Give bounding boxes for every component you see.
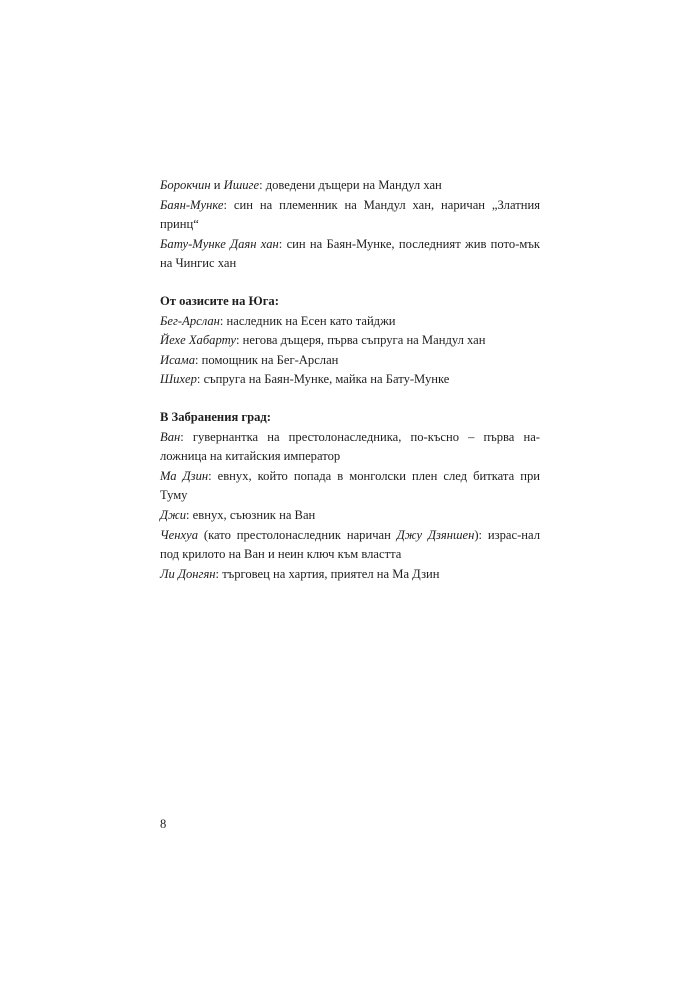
character-entry — [160, 467, 540, 506]
character-name: Йехе Хабарту — [160, 333, 236, 348]
character-name: Исама — [160, 352, 195, 367]
character-description: : доведени дъщери на Мандул хан — [259, 178, 442, 192]
character-entry — [160, 506, 540, 526]
character-name: Бату-Мунке Даян хан — [160, 236, 279, 251]
character-description: : евнух, съюзник на Ван — [186, 507, 316, 522]
character-name: Джи — [160, 507, 187, 522]
character-entry — [160, 331, 540, 351]
section-heading: В Забранения град: — [160, 409, 271, 424]
character-entry — [160, 428, 540, 467]
character-description: : съпруга на Баян-Мунке, майка на Бату-Мунке — [196, 372, 450, 387]
character-entry-bayan-munke — [160, 196, 540, 235]
character-entry-batu-munke — [160, 235, 540, 274]
character-alias: Джу Дзяншен — [396, 527, 475, 542]
character-description: : гувернантка на престолонаследника, по-късно – първа на-ложница на китайския император — [160, 429, 540, 464]
character-name: Ишиге — [223, 178, 260, 192]
character-description: : негова дъщеря, първа съпруга на Мандул хан — [235, 333, 486, 348]
character-name: Баян-Мунке — [160, 197, 224, 212]
character-description: : наследник на Есен като тайджи — [219, 313, 396, 328]
section-south-oases — [160, 292, 540, 390]
character-description: : евнух, който попада в монголски плен след битката при Туму — [160, 468, 540, 503]
character-name: Ма Дзин — [160, 468, 209, 483]
character-entry — [160, 370, 540, 390]
section-forbidden-city — [160, 408, 540, 584]
character-description: : помощник на Бег-Арслан — [195, 352, 339, 367]
character-name: Ченхуа — [160, 527, 198, 542]
conjunction: и — [210, 178, 224, 192]
character-entry — [160, 351, 540, 371]
character-entry — [160, 526, 540, 565]
character-description: ): израс-нал под крилото на Ван и неин ключ към властта — [160, 527, 541, 562]
character-description: (като престолонаследник наричан — [198, 527, 397, 542]
character-description: : син на Баян-Мунке, последният жив пото-мък на Чингис хан — [160, 236, 540, 271]
character-description: : син на племенник на Мандул хан, наричан „Златния принц“ — [160, 197, 540, 232]
character-name: Шихер — [160, 372, 197, 387]
page-number: 8 — [160, 817, 167, 831]
character-name: Ван — [160, 429, 181, 444]
page-content — [160, 176, 540, 584]
character-entry-borokchin — [160, 176, 540, 196]
section-heading: От оазисите на Юга: — [160, 293, 279, 308]
character-description: : търговец на хартия, приятел на Ма Дзин — [215, 566, 440, 581]
character-entry — [160, 565, 540, 585]
character-entry — [160, 312, 540, 332]
character-name: Бег-Арслан — [160, 313, 220, 328]
character-name: Ли Донгян — [160, 566, 216, 581]
character-name: Борокчин — [160, 178, 211, 192]
